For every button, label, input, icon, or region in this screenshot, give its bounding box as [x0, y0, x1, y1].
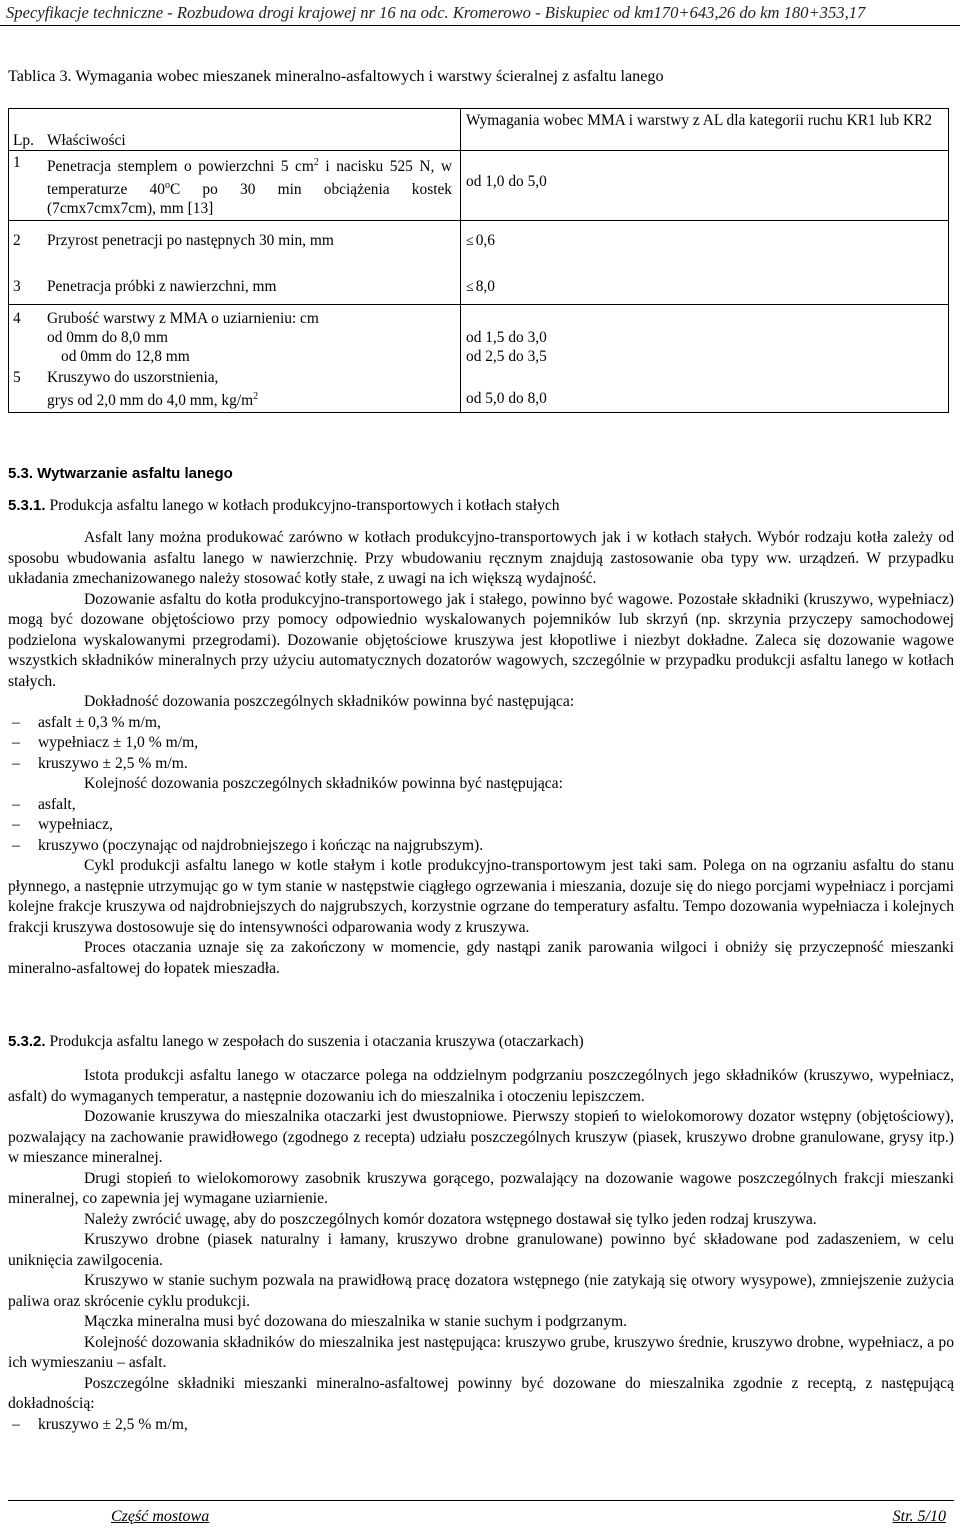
list-item: – kruszywo (poczynając od najdrobniejszego i kończąc na najgrubszym).: [8, 836, 954, 857]
row-property: Przyrost penetracji po następnych 30 min, mm: [47, 232, 334, 250]
paragraph: Drugi stopień to wielokomorowy zasobnik kruszywa gorącego, pozwalający na dozowanie wagowe poszczególnych frakcji mieszanki mineralnej, co zapewnia jej wymagane uziarnienie.: [8, 1169, 954, 1207]
row-property: Penetracja próbki z nawierzchni, mm: [47, 260, 461, 305]
requirements-table: [8, 108, 949, 413]
paragraph: Kruszywo drobne (piasek naturalny i łamany, kruszywo drobne granulowane) powinno być składowane pod zadaszeniem, w celu uniknięcia zawilgocenia.: [8, 1231, 954, 1269]
body-block-1: [8, 528, 954, 979]
list-item: – kruszywo ± 2,5 % m/m.: [8, 754, 954, 775]
paragraph: Kruszywo w stanie suchym pozwala na prawidłową pracę dozatora wstępnego (nie zatykają się otwory wysypowe), zmniejszenie zużycia paliwa oraz skrócenie cyklu produkcji.: [8, 1272, 954, 1310]
page-number: Str. 5/10: [892, 1508, 946, 1525]
row-number: 4: [13, 310, 21, 328]
paragraph: Poszczególne składniki mieszanki mineralno-asfaltowej powinny być dozowane do mieszalnika zgodnie z receptą, z następującą dokładnością:: [8, 1374, 954, 1412]
row-value: od 1,0 do 5,0: [461, 151, 949, 221]
list-item: – asfalt,: [8, 795, 954, 816]
less-equal-icon: ≤: [466, 234, 474, 250]
row-value: od 5,0 do 8,0: [461, 366, 949, 413]
paragraph: Kolejność dozowania składników do mieszalnika jest następująca: kruszywo grube, kruszywo średnie, kruszywo drobne, wypełniacz, a po ich wymieszaniu – asfalt.: [8, 1333, 954, 1371]
table-row: [9, 366, 949, 413]
paragraph: Istota produkcji asfaltu lanego w otaczarce polega na oddzielnym podgrzaniu poszczególnych jego składników (kruszywo, wypełniacz, asfalt) do wymaganych temperatur, a następnie dozowaniu ich do mieszalnika i otoczeniu lepiszczem.: [8, 1067, 954, 1105]
row-number: 3: [9, 260, 48, 305]
subsection-5-3-2: 5.3.2. Produkcja asfaltu lanego w zespołach do suszenia i otaczania kruszywa (otaczarkach): [8, 1033, 584, 1050]
less-equal-icon: ≤: [466, 280, 474, 296]
row-value: od 1,5 do 3,0 od 2,5 do 3,5: [461, 305, 949, 367]
paragraph: Mączka mineralna musi być dozowana do mieszalnika w stanie suchym i podgrzanym.: [84, 1313, 628, 1330]
page-footer: [8, 1500, 954, 1529]
table-caption: Tablica 3. Wymagania wobec mieszanek mineralno-asfaltowych i warstwy ścieralnej z asfaltu lanego: [8, 67, 664, 85]
list-item: – asfalt ± 0,3 % m/m,: [8, 713, 954, 734]
header-properties: Właściwości: [47, 109, 461, 151]
section-heading-5-3: 5.3. Wytwarzanie asfaltu lanego: [8, 465, 233, 482]
paragraph: Asfalt lany można produkować zarówno w kotłach produkcyjno-transportowych jak i w kotłach stałych. Wybór rodzaju kotła zależy od sposobu wbudowania asfaltu lanego w nawierzchnię. Przy wbudowaniu ręcznym znajdują zastosowanie oba typy ww. urządzeń. W przypadku układania zmechanizowanego należy stosować kotły stałe, z uwagi na ich większą wydajność.: [8, 529, 954, 587]
table-row: [9, 151, 949, 221]
list-item: – wypełniacz,: [8, 815, 954, 836]
body-block-2: [8, 1066, 954, 1435]
header-title: Specyfikacje techniczne - Rozbudowa drogi krajowej nr 16 na odc. Kromerowo - Biskupiec od km170+643,26 do km 180+353,17: [6, 3, 866, 22]
list-item: – wypełniacz ± 1,0 % m/m,: [8, 733, 954, 754]
footer-section: Część mostowa: [111, 1508, 210, 1525]
paragraph: Dozowanie kruszywa do mieszalnika otaczarki jest dwustopniowe. Pierwszy stopień to wielokomorowy dozator wstępny (objętościowy), pozwalający na zachowanie prawidłowego (zgodnego z recepta) udziału poszczególnych kruszyw (piasek, kruszywo drobne granulowane, grysy itp.) w mieszance mineralnej.: [8, 1108, 954, 1166]
list-item: – kruszywo ± 2,5 % m/m,: [8, 1415, 954, 1436]
row-value: ≤ 0,6: [461, 221, 949, 261]
paragraph: Kolejność dozowania poszczególnych składników powinna być następująca:: [84, 775, 563, 792]
row-number: 2: [13, 232, 21, 250]
paragraph: Dozowanie asfaltu do kotła produkcyjno-transportowego jak i stałego, powinno być wagowe. Pozostałe składniki (kruszywo, wypełniacz) mogą być dozowane objętościowo przy pomocy odpowiednio wyskalowanych pojemników lub skrzyń (np. skrzynia przyczepy samochodowej podzielona wyskalowanymi przegrodami). Dozowanie objętościowe kruszywa jest kłopotliwe i niezbyt dokładne. Zaleca się dozowanie wagowe wszystkich składników mineralnych przy użyciu automatycznych dozatorów wagowych, szczególnie w przypadku produkcji asfaltu lanego w kotłach stałych.: [8, 590, 954, 690]
table-row: [9, 260, 949, 305]
paragraph: Cykl produkcji asfaltu lanego w kotle stałym i kotle produkcyjno-transportowym jest taki sam. Polega on na ogrzaniu asfaltu do stanu płynnego, a następnie utrzymując go w tym stanie w następstwie ciągłego ogrzewania i mieszania, dozuje się do niego porcjami wypełniacz i porcjami kolejne frakcje kruszywa od najdrobniejszych do najgrubszych, korzystnie ogrzane do temperatury asfaltu. Tempo dozowania wypełniacza i kolejnych frakcji kruszywa dostosowuje się do intensywności odparowania wody z kruszywa.: [8, 857, 954, 936]
paragraph: Dokładność dozowania poszczególnych składników powinna być następująca:: [84, 693, 575, 710]
table-row: [9, 221, 949, 261]
table-header-row: [9, 109, 949, 151]
paragraph: Proces otaczania uznaje się za zakończony w momencie, gdy nastąpi zanik parowania wilgoci i obniży się przyczepność mieszanki mineralno-asfaltowej do łopatek mieszadła.: [8, 939, 954, 977]
header-lp: Lp.: [9, 109, 48, 151]
row-property: Grubość warstwy z MMA o uziarnieniu: cm od 0mm do 8,0 mm od 0mm do 12,8 mm: [47, 310, 319, 366]
row-value: ≤ 8,0: [461, 260, 949, 305]
paragraph: Należy zwrócić uwagę, aby do poszczególnych komór dozatora wstępnego dostawał się tylko jeden rodzaj kruszywa.: [84, 1210, 817, 1228]
document-header: [0, 0, 960, 26]
row-property: Kruszywo do uszorstnienia, grys od 2,0 mm do 4,0 mm, $kg/m^2$: [47, 369, 259, 410]
row-number: 5: [13, 369, 21, 387]
row-number: 1: [9, 151, 48, 221]
row-property: Penetracja stemplem o powierzchni 5 $cm^2$ i nacisku 525 N, w temperaturze 40$^o$C po 30 min obciążenia kostek (7cmx7cmx7cm), mm [13]: [47, 151, 461, 221]
table-row: [9, 305, 949, 367]
header-requirements: Wymagania wobec MMA i warstwy z AL dla kategorii ruchu KR1 lub KR2: [461, 109, 949, 151]
subsection-5-3-1: 5.3.1. Produkcja asfaltu lanego w kotłach produkcyjno-transportowych i kotłach stałych: [8, 497, 560, 514]
